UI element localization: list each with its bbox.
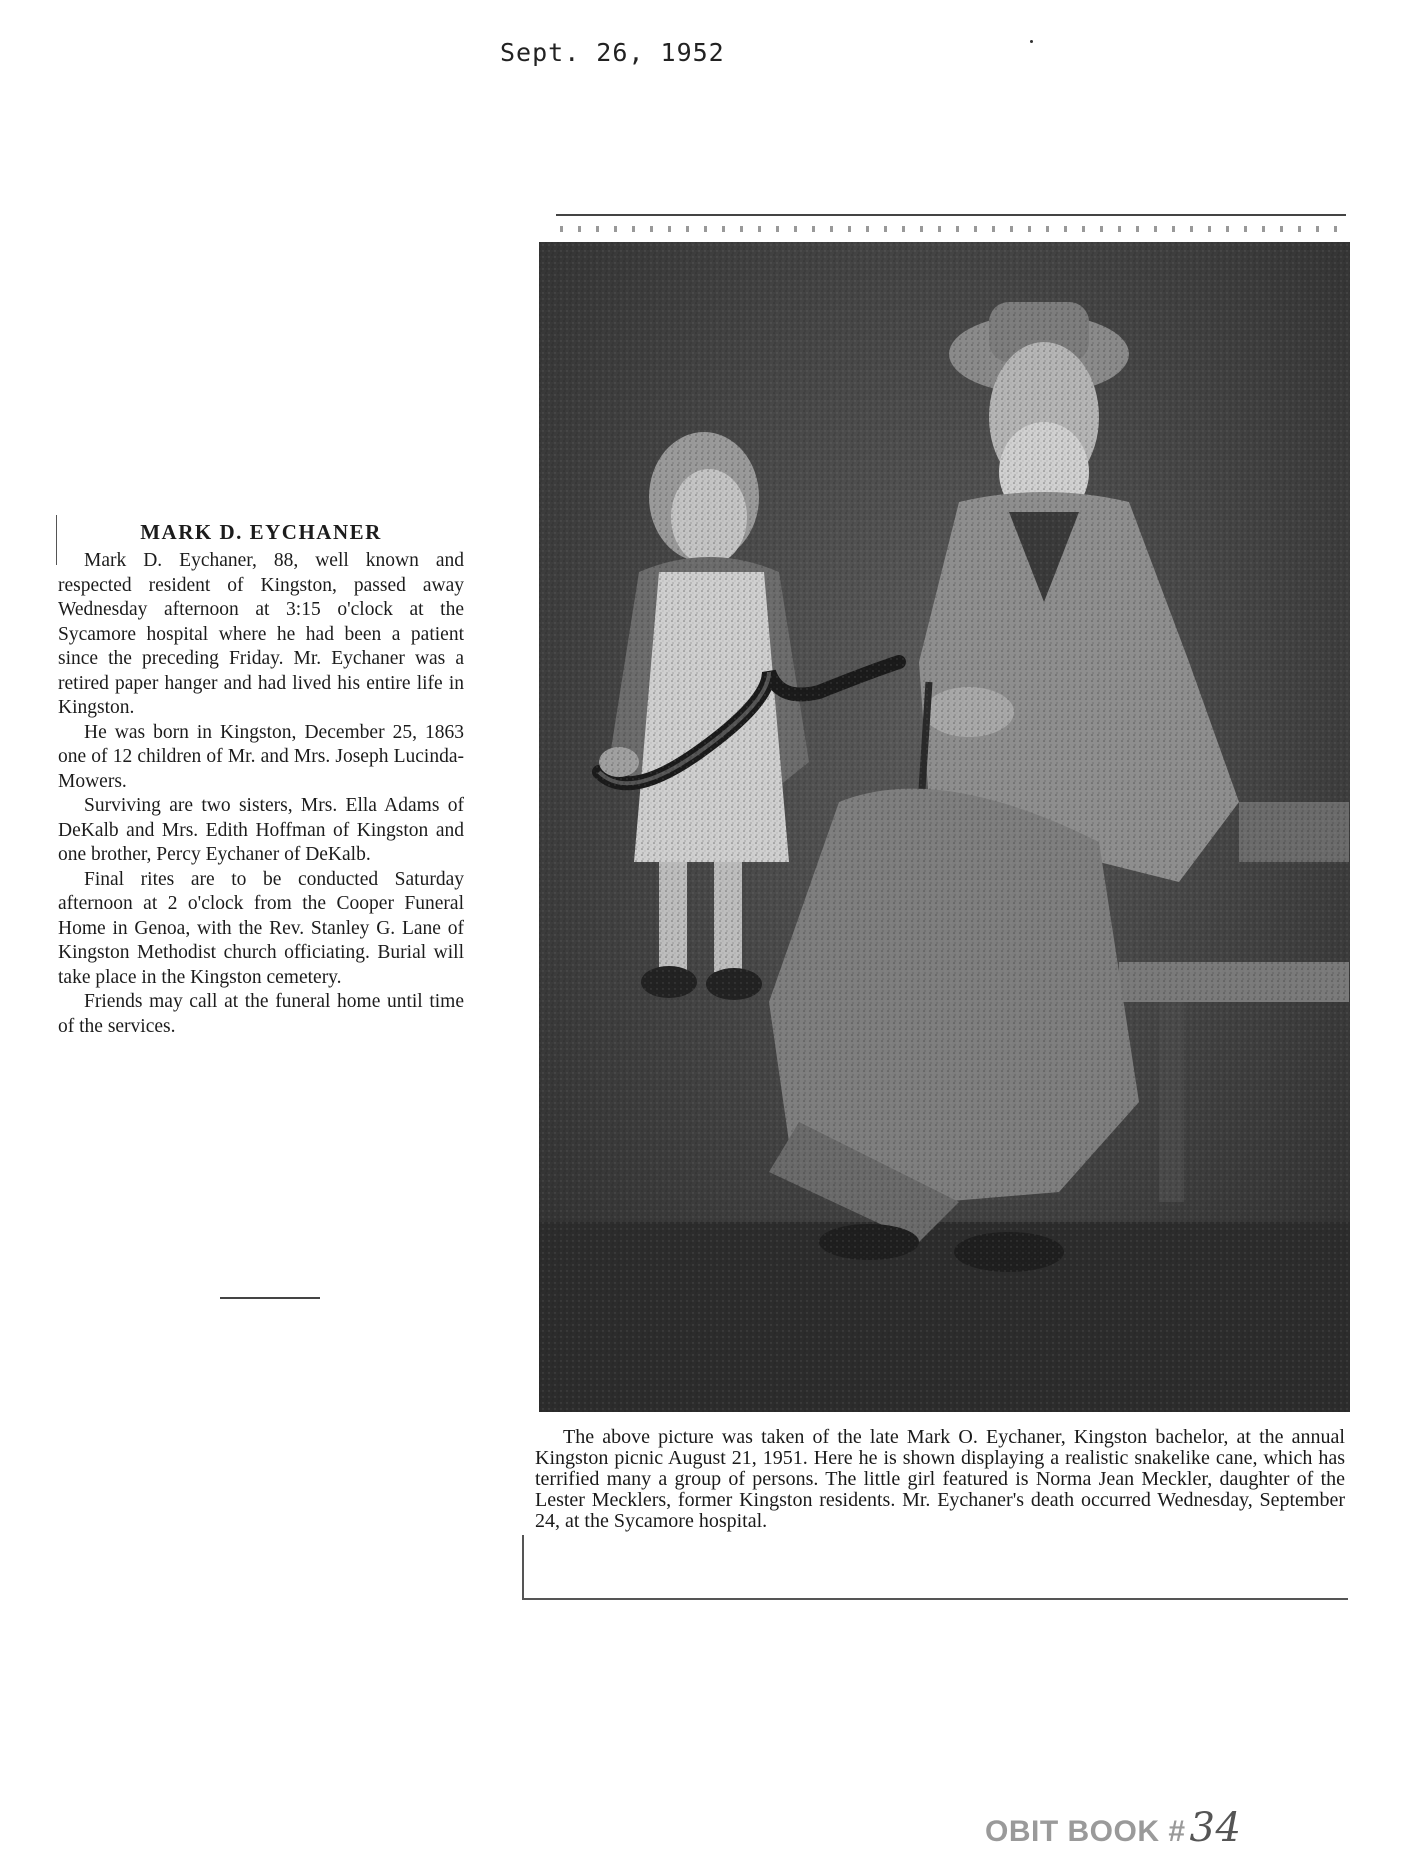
caption-bottom-rule [522,1598,1348,1600]
caption-left-rule [522,1535,524,1600]
scan-speck [1030,40,1033,43]
obituary-paragraph: He was born in Kingston, December 25, 1863 one of 12 children of Mr. and Mrs. Joseph Lucinda-Mowers. [58,721,464,792]
photo-caption: The above picture was taken of the late Mark O. Eychaner, Kingston bachelor, at the annual Kingston picnic August 21, 1951. Here he is shown displaying a realistic snakelike cane, which has terrified many a group of persons. The little girl featured is Norma Jean Meckler, daughter of the Lester Mecklers, former Kingston residents. Mr. Eychaner's death occurred Wednesday, September 24, at the Sycamore hospital. [535,1426,1345,1532]
end-rule [220,1297,320,1299]
clipping-top-dots [560,226,1340,232]
obituary-paragraph: Mark D. Eychaner, 88, well known and respected resident of Kingston, passed away Wednesday afternoon at 3:15 o'clock at the Sycamore hospital where he had been a patient since the preceding Friday. Mr. Eychaner was a retired paper hanger and had lived his entire life in Kingston. [58,550,464,718]
obituary-paragraph: Final rites are to be conducted Saturday afternoon at 2 o'clock from the Cooper Funeral Home in Genoa, with the Rev. Stanley G. Lane of Kingston Methodist church officiating. Burial will take place in the Kingston cemetery. [58,868,464,988]
obituary-paragraph: Friends may call at the funeral home until time of the services. [58,991,464,1037]
clipping-top-rule [556,214,1346,216]
obit-book-label: OBIT BOOK # [985,1815,1186,1848]
photo-illustration [539,242,1350,1412]
obit-book-stamp [985,1805,1241,1851]
obituary-column [58,520,464,1039]
date-stamp: Sept. 26, 1952 [500,38,725,67]
obit-book-number: 34 [1189,1805,1242,1851]
obituary-heading: MARK D. EYCHANER [140,520,382,544]
column-rule [56,515,57,565]
obituary-paragraph: Surviving are two sisters, Mrs. Ella Adams of DeKalb and Mrs. Edith Hoffman of Kingston and one brother, Percy Eychaner of DeKalb. [58,795,464,865]
newspaper-photo [539,242,1350,1412]
